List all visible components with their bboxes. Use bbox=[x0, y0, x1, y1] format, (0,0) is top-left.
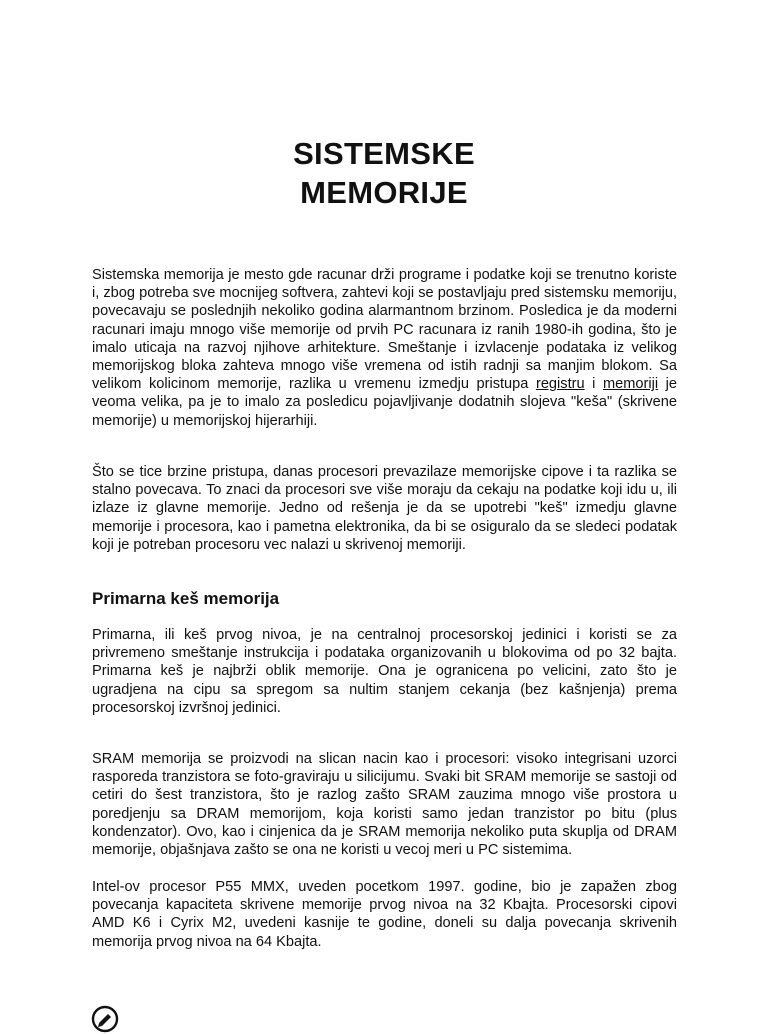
paragraph-access-speed: Što se tice brzine pristupa, danas procesori prevazilaze memorijske cipove i ta razlika se stalno povecava. To znaci da procesori sve više moraju da cekaju na podatke koji idu u, ili izlaze iz glavne memorije. Jedno od rešenja je da se upotrebi "keš" izmedju glavne memorije i procesora, kao i pametna elektronika, da bi se osiguralo da se sledeci podatak koji je potreban procesoru vec nalazi u skrivenoj memoriji. bbox=[92, 464, 677, 553]
paragraph-intro-text-2: i bbox=[584, 376, 603, 393]
title-line-1: SISTEMSKE bbox=[293, 136, 475, 171]
paragraph-intro bbox=[92, 266, 677, 430]
title-line-2: MEMORIJE bbox=[300, 175, 468, 210]
memoriji-link[interactable]: memoriji bbox=[602, 376, 659, 393]
paragraph-intel-p55: Intel-ov procesor P55 MMX, uveden pocetkom 1997. godine, bio je zapažen zbog povecanja kapaciteta skrivene memorije prvog nivoa na 32 Kbajta. Procesorski cipovi AMD K6 i Cyrix M2, uvedeni kasnije te godine, doneli su dalja povecanja skrivenih memorija prvog nivoa na 64 Kbajta. bbox=[92, 879, 677, 950]
section-heading-primary-cache: Primarna keš memorija bbox=[92, 589, 280, 608]
paragraph-intro-text-3: je veoma velika, pa je to imalo za posledicu pojavljivanje dodatnih slojeva "keša" (skrivene memorije) u memorijskoj hijerarhiji. bbox=[92, 376, 677, 429]
circular-logo-icon bbox=[90, 1004, 120, 1034]
page-title bbox=[0, 134, 768, 212]
paragraph-primary-cache: Primarna, ili keš prvog nivoa, je na centralnoj procesorskoj jedinici i koristi se za privremeno smeštanje instrukcija i podataka organizovanih u blokovima od po 32 bajta. Primarna keš je najbrži oblik memorije. Ona je ogranicena po velicini, zato što je ugradjena na cipu sa spregom sa nultim stanjem cekanja (bez kašnjenja) prema procesorskoj izvršnoj jedinici. bbox=[92, 627, 677, 716]
paragraph-sram: SRAM memorija se proizvodi na slican nacin kao i procesori: visoko integrisani uzorci rasporeda tranzistora se foto-graviraju u silicijumu. Svaki bit SRAM memorije se sastoji od cetiri do šest tranzistora, što je razlog zašto SRAM zauzima mnogo više prostora u poredjenju sa DRAM memorijom, koja koristi samo jedan tranzistor po bitu (plus kondenzator). Ovo, kao i cinjenica da je SRAM memorija nekoliko puta skuplja od DRAM memorije, objašnjava zašto se ona ne koristi u vecoj meri u PC sistemima. bbox=[92, 751, 677, 859]
registru-link[interactable]: registru bbox=[535, 376, 585, 393]
paragraph-intro-text-1: Sistemska memorija je mesto gde racunar drži programe i podatke koji se trenutno koriste i, zbog potreba sve mocnijeg softvera, zahtevi koji se postavljaju pred sistemsku memoriju, povecavaju se poslednjih nekoliko godina alarmantnom brzinom. Posledica je da moderni racunari imaju mnogo više memorije od prvih PC racunara iz ranih 1980-ih godina, što je imalo uticaja na razvoj njihove arhitekture. Smeštanje i izvlacenje podataka iz velikog memorijskog bloka zahteva mnogo više vremena od istih radnji sa manjim blokom. Sa velikom kolicinom memorije, razlika u vremenu izmedju pristupa bbox=[92, 267, 677, 393]
